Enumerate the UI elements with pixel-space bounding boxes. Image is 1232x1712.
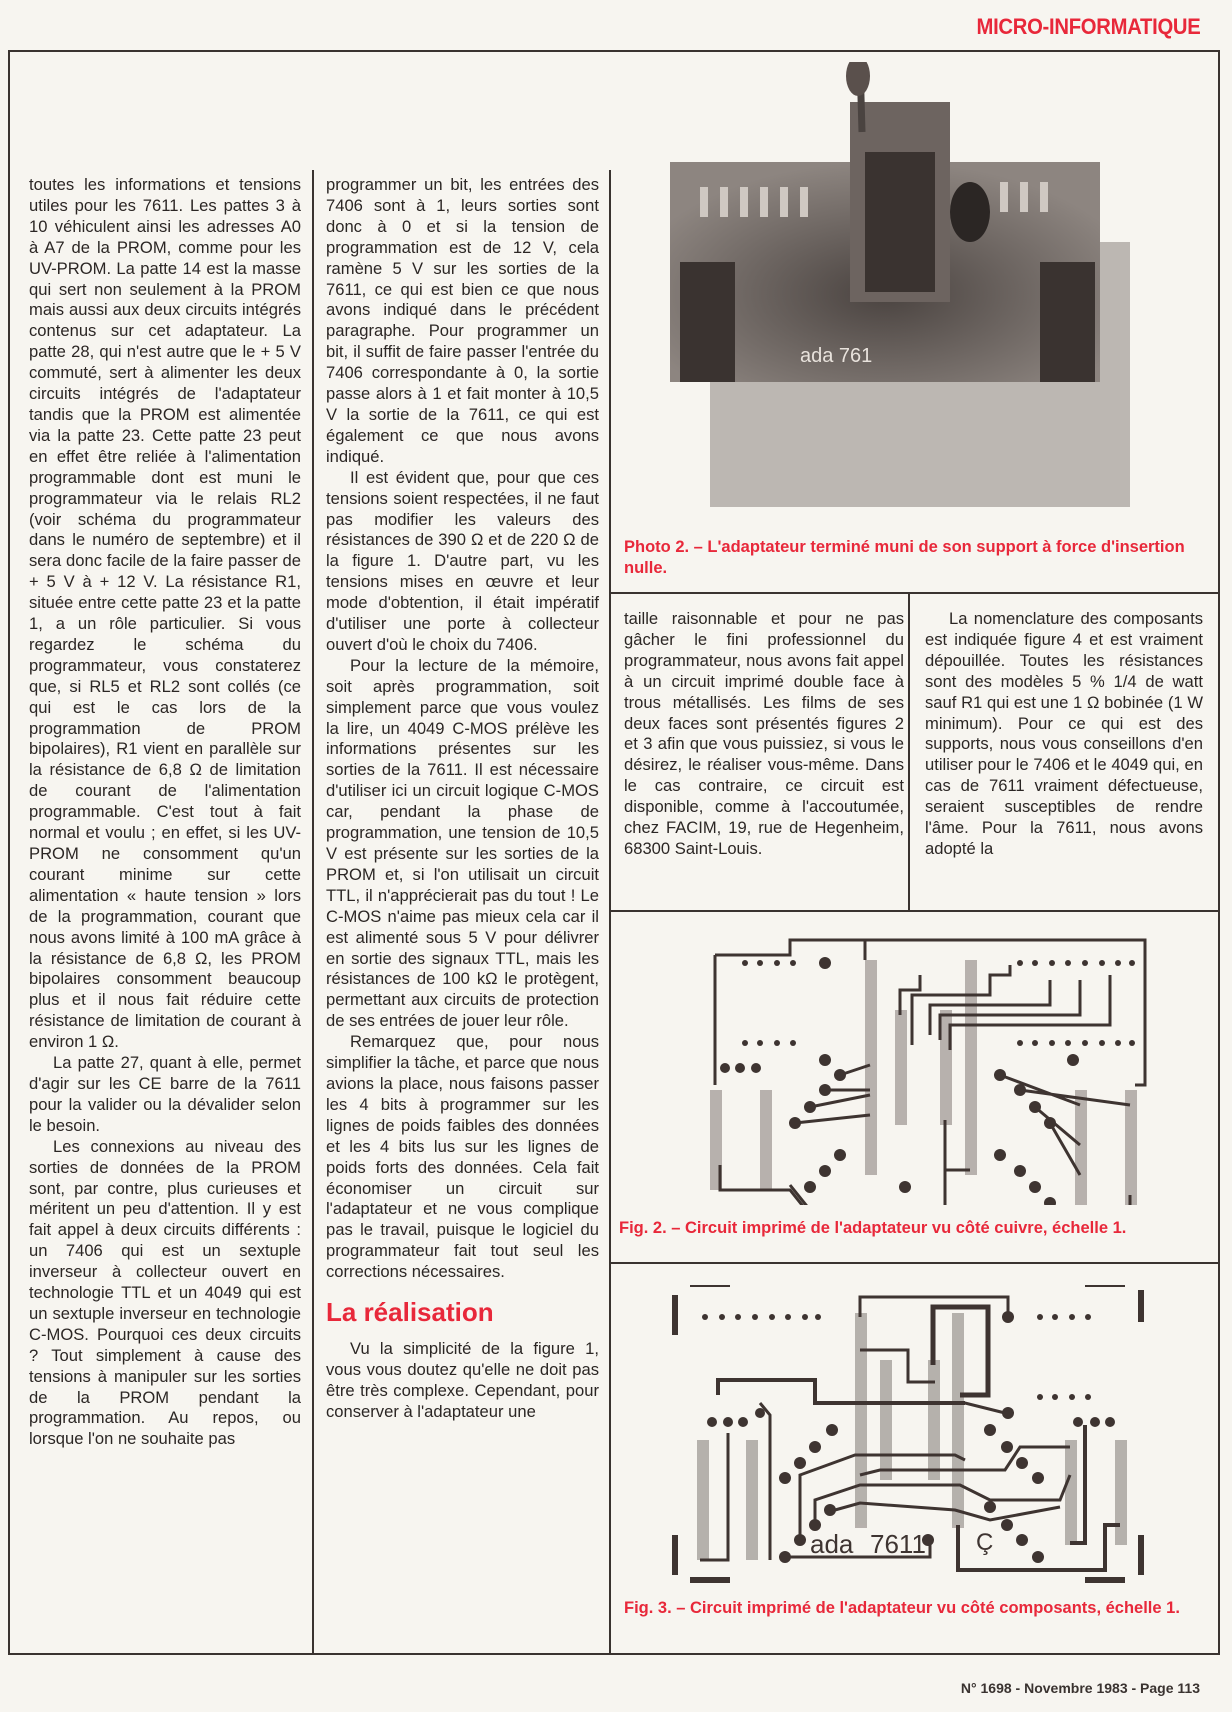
column-divider [312, 170, 314, 1655]
zif-knob [846, 62, 870, 96]
article-column-2 [326, 175, 599, 1423]
paragraph: taille raisonnable et pour ne pas gâcher le fini professionnel du programmateur, nous avons fait appel à un circuit imprimé double face à trous métallisés. Les films de ses deux faces sont présentés figures 2 et 3 afin que vous puissiez, si vous le désirez, le réaliser vous-même. Dans le cas contraire, ce circuit est disponible, comme à l'accoutumée, chez FACIM, 19, rue de Hegenheim, 68300 Saint-Louis. [624, 609, 904, 858]
figure-3-pcb-components [660, 1285, 1160, 1585]
capacitor [950, 182, 990, 242]
figure-3-caption: Fig. 3. – Circuit imprimé de l'adaptateur vu côté composants, échelle 1. [624, 1599, 1180, 1617]
text-box-bottom [609, 910, 1220, 912]
paragraph: Remarquez que, pour nous simplifier la tâche, et parce que nous avions la place, nous faisons passer les 4 bits à programmer sur les lignes de poids faibles des données et les 4 bits lus sur les lignes de poids forts des données. Cela fait économiser un circuit sur l'adaptateur et ne vous complique pas le travail, puisque le logiciel du programmateur fait tout seul les corrections nécessaires. [326, 1032, 599, 1282]
photo-box-bottom [609, 592, 1220, 594]
article-column-3b [925, 609, 1203, 860]
page-footer: N° 1698 - Novembre 1983 - Page 113 [960, 1680, 1200, 1696]
column-divider [609, 170, 611, 1655]
ic-right [1040, 262, 1095, 382]
article-column-3a [624, 609, 904, 860]
column-divider [908, 592, 910, 910]
pcb-label-ada: ada [810, 1529, 854, 1559]
column-divider [8, 170, 10, 1655]
paragraph: Vu la simplicité de la figure 1, vous vous doutez qu'elle ne doit pas être très complexe. Cependant, pour conserver à l'adaptateur une [326, 1339, 599, 1421]
paragraph: toutes les informations et tensions utiles pour les 7611. Les pattes 3 à 10 véhiculent ainsi les adresses A0 à A7 de la PROM, comme pour les UV-PROM. La patte 14 est la masse qui sert non seulement à la PROM mais aussi aux deux circuits intégrés contenus sur cet adaptateur. La patte 28, qui n'est autre que le + 5 V commuté, sert à alimenter les deux circuits intégrés de l'adaptateur tandis que la PROM est alimentée via la patte 23. Cette patte 23 peut en effet être reliée à l'alimentation programmable dont est muni le programmateur via le relais RL2 (voir schéma du programmateur dans le numéro de septembre) et il sera donc facile de la faire passer de + 5 V à + 12 V. La résistance R1, située entre cette patte 23 et la patte 1, a un rôle particulier. Si vous regardez le schéma du programmateur, vous constaterez que, si RL5 et RL2 sont collés (ce qui est le cas lors de la programmation de PROM bipolaires), R1 vient en parallèle sur la résistance de 6,8 Ω de limitation de courant de l'alimentation programmable. C'est tout à fait normal et voulu ; en effet, si les UV-PROM ne consomment qu'un courant minime sur cette alimentation « haute tension » lors de la programmation, courant que nous avons limité à 100 mA grâce à la résistance de 6,8 Ω, les PROM bipolaires consomment beaucoup plus et il nous fait réduire cette résistance de limitation de courant à environ 1 Ω. [29, 175, 301, 1052]
figure-2-pcb-copper [690, 935, 1150, 1205]
photo-caption: Photo 2. – L'adaptateur terminé muni de son support à force d'insertion nulle. [624, 538, 1185, 577]
paragraph: Les connexions au niveau des sorties de données de la PROM sont, par contre, plus curieuses et méritent un peu d'attention. Il y est fait appel à deux circuits différents : un 7406 qui est un sextuple inverseur à collecteur ouvert en technologie TTL et un 4049 qui est un sextuple inverseur en technologie C-MOS. Pourquoi ces deux circuits ? Tout simplement à cause des tensions à manipuler sur les sorties de la PROM pendant la programmation. Au repos, ou lorsque l'on ne souhaite pas [29, 1136, 301, 1449]
ic-pads [710, 960, 1137, 1205]
paragraph: La patte 27, quant à elle, permet d'agir sur les CE barre de la 7611 pour la valider ou la dévalider selon le besoin. [29, 1053, 301, 1135]
figure-2-caption: Fig. 2. – Circuit imprimé de l'adaptateur vu côté cuivre, échelle 1. [619, 1219, 1127, 1237]
section-heading: La réalisation [326, 1297, 494, 1328]
article-column-1 [29, 175, 301, 1450]
paragraph: programmer un bit, les entrées des 7406 sont à 1, leurs sorties sont donc à 0 et si la tension de programmation est de 12 V, cela ramène 5 V sur les sorties de la 7611, ce qui est bien ce que nous avons indiqué dans le précédent paragraphe. Pour programmer un bit, il suffit de faire passer l'entrée du 7406 correspondante à 0, la sortie passe alors à 1 et fait monter à 10,5 V la sortie de la 7611, ce qui est également ce que nous avons indiqué. [326, 175, 599, 466]
pcb-mark: Ç [976, 1529, 994, 1556]
ic-left [680, 262, 735, 382]
photo-adapter [640, 62, 1180, 517]
section-rubric: MICRO-INFORMATIQUE [975, 14, 1200, 39]
figure-divider [609, 1262, 1220, 1264]
paragraph: La nomenclature des composants est indiquée figure 4 et est vraiment dépouillée. Toutes les résistances sont des modèles 5 % 1/4 de watt sauf R1 qui est une 1 Ω bobinée (1 W minimum). Pour ce qui est des supports, nous vous conseillons d'en utiliser pour le 7406 et le 4049 qui, en cas de 7611 vraiment défectueuse, seraient susceptibles de rendre l'âme. Pour la 7611, nous avons adopté la [925, 609, 1203, 858]
ic-pads [697, 1313, 1127, 1560]
paragraph: Pour la lecture de la mémoire, soit après programmation, soit simplement parce que vous voulez la lire, un 4049 C-MOS prélève les informations présentes sur les sorties de la 7611. Il est nécessaire d'utiliser ici un circuit logique C-MOS car, pendant la phase de programmation, une tension de 10,5 V est présente sur les sorties de la PROM et, si l'on utilisait un circuit TTL, il n'apprécierait pas du tout ! Le C-MOS n'aime pas mieux cela car il est alimenté sous 5 V pour délivrer en sortie des signaux TTL, mais les résistances de 100 kΩ le protègent, permettant aux circuits de protection de ses entrées de jouer leur rôle. [326, 655, 599, 1031]
paragraph: Il est évident que, pour que ces tensions soient respectées, il ne faut pas modifier les valeurs des résistances de 390 Ω et de 220 Ω de la figure 1. D'autre part, vu les tensions mises en œuvre et leur mode d'obtention, il était impératif d'utiliser une porte à collecteur ouvert d'où le choix du 7406. [326, 467, 599, 654]
pcb-label-7611: 7611 [870, 1529, 926, 1559]
photo-board-label: ada 761 [800, 345, 873, 367]
